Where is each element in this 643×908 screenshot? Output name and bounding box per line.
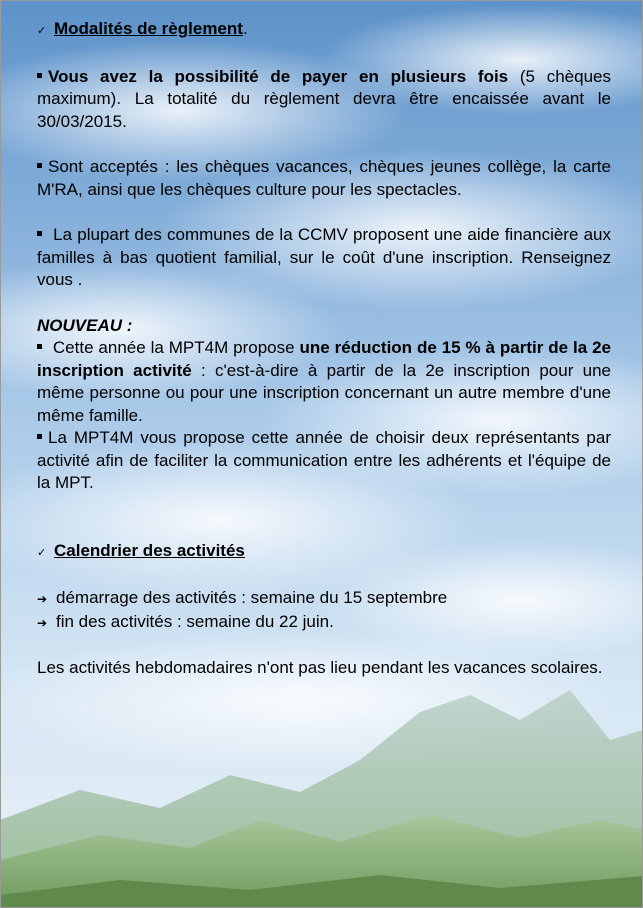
heading-calendrier-title: Calendrier des activités <box>54 540 245 560</box>
financial-aid-paragraph <box>37 224 611 292</box>
arrow-right-icon: ➔ <box>37 615 48 630</box>
payment-installments-bold: Vous avez la possibilité de payer en plusieurs fois <box>48 66 509 86</box>
square-bullet-icon <box>37 231 42 236</box>
heading-modalites <box>37 18 611 43</box>
reduction-text-bold: une réduction de 15 % à partir de la 2e inscription activité <box>37 338 611 380</box>
financial-aid-text: La plupart des communes de la CCMV proposent une aide financière aux familles à bas quotient familial, sur le coût d'une inscription. Renseignez vous . <box>37 225 611 289</box>
arrow-right-icon: ➔ <box>37 592 48 606</box>
reduction-paragraph <box>37 337 611 427</box>
square-bullet-icon <box>37 344 42 349</box>
payment-installments-rest: (5 chèques maximum). La totalité du règlement devra être encaissée avant le 30/03/2015. <box>37 66 611 131</box>
payment-installments-paragraph <box>37 66 611 134</box>
representatives-paragraph <box>37 427 611 495</box>
square-bullet-icon <box>37 434 42 439</box>
calendar-item-start-text: démarrage des activités : semaine du 15 septembre <box>56 588 448 607</box>
accepted-payments-paragraph <box>37 156 611 201</box>
heading-calendrier <box>37 540 611 565</box>
check-icon: ✓ <box>37 25 47 37</box>
check-icon: ✓ <box>37 546 47 559</box>
calendar-item-start <box>37 587 611 611</box>
heading-modalites-suffix: . <box>242 19 248 38</box>
accepted-payments-text: Sont acceptés : les chèques vacances, chèques jeunes collège, la carte M'RA, ainsi que les chèques culture pour les spectacles. <box>37 157 611 199</box>
calendar-item-end <box>37 611 611 635</box>
heading-modalites-title: Modalités de règlement <box>54 19 243 38</box>
representatives-text: La MPT4M vous propose cette année de choisir deux représentants par activité afin de faciliter la communication entre les adhérents et l'équipe de la MPT. <box>37 428 611 492</box>
square-bullet-icon <box>37 73 42 78</box>
calendar-item-end-text: fin des activités : semaine du 22 juin. <box>56 611 334 631</box>
reduction-text-b: : c'est-à-dire à partir de la 2e inscription pour une même personne ou pour une inscription concernant un autre membre d'une même famille. <box>37 360 611 425</box>
square-bullet-icon <box>37 163 42 168</box>
info-content <box>37 18 611 680</box>
nouveau-title: NOUVEAU : <box>37 315 133 335</box>
holidays-note: Les activités hebdomadaires n'ont pas lieu pendant les vacances scolaires. <box>37 658 603 677</box>
reduction-text-a: Cette année la MPT4M propose <box>48 338 300 357</box>
